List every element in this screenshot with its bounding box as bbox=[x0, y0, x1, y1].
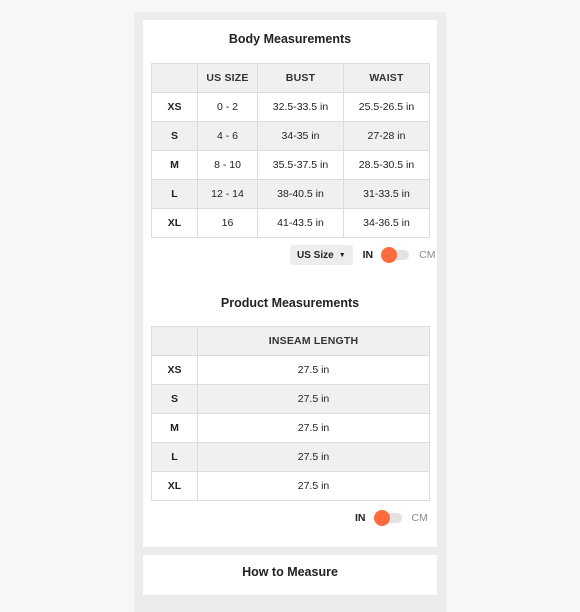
body-measurements-title: Body Measurements bbox=[228, 32, 352, 46]
table-header-row bbox=[152, 327, 430, 356]
size-chart-card bbox=[143, 20, 437, 547]
table-cell: 27.5 in bbox=[198, 472, 430, 501]
unit-toggle[interactable] bbox=[381, 247, 411, 263]
size-cell: M bbox=[152, 414, 198, 443]
table-cell: 27.5 in bbox=[198, 414, 430, 443]
table-row bbox=[152, 356, 430, 385]
product-measurements-table bbox=[151, 326, 430, 501]
size-cell: XS bbox=[152, 93, 198, 122]
size-cell: L bbox=[152, 180, 198, 209]
caret-down-icon: ▼ bbox=[338, 251, 346, 259]
table-row bbox=[152, 472, 430, 501]
table-row bbox=[152, 93, 430, 122]
table-cell: 8 - 10 bbox=[198, 151, 258, 180]
unit-cm-label: CM bbox=[419, 249, 436, 261]
table-cell: 38-40.5 in bbox=[258, 180, 344, 209]
unit-cm-label: CM bbox=[411, 512, 428, 524]
product-measurements-title: Product Measurements bbox=[220, 296, 360, 310]
table-row bbox=[152, 122, 430, 151]
how-to-measure-card[interactable] bbox=[143, 555, 437, 595]
how-to-measure-title: How to Measure bbox=[242, 565, 338, 579]
header-cell bbox=[152, 64, 198, 93]
size-system-dropdown[interactable] bbox=[290, 245, 353, 265]
header-cell: INSEAM LENGTH bbox=[198, 327, 430, 356]
table-row bbox=[152, 385, 430, 414]
table-row bbox=[152, 151, 430, 180]
header-cell: WAIST bbox=[344, 64, 430, 93]
table-cell: 27.5 in bbox=[198, 443, 430, 472]
table-cell: 16 bbox=[198, 209, 258, 238]
table-row bbox=[152, 414, 430, 443]
table-cell: 32.5-33.5 in bbox=[258, 93, 344, 122]
body-measurements-controls bbox=[290, 245, 435, 265]
size-cell: S bbox=[152, 385, 198, 414]
table-cell: 34-36.5 in bbox=[344, 209, 430, 238]
header-cell bbox=[152, 327, 198, 356]
table-cell: 35.5-37.5 in bbox=[258, 151, 344, 180]
table-cell: 0 - 2 bbox=[198, 93, 258, 122]
size-system-label: US Size bbox=[297, 249, 334, 261]
size-cell: S bbox=[152, 122, 198, 151]
header-cell: BUST bbox=[258, 64, 344, 93]
table-cell: 31-33.5 in bbox=[344, 180, 430, 209]
table-cell: 4 - 6 bbox=[198, 122, 258, 151]
size-cell: XL bbox=[152, 209, 198, 238]
size-cell: L bbox=[152, 443, 198, 472]
table-header-row bbox=[152, 64, 430, 93]
size-cell: XL bbox=[152, 472, 198, 501]
table-cell: 27.5 in bbox=[198, 385, 430, 414]
product-measurements-controls bbox=[355, 510, 428, 526]
table-row bbox=[152, 180, 430, 209]
table-row bbox=[152, 443, 430, 472]
table-cell: 28.5-30.5 in bbox=[344, 151, 430, 180]
toggle-knob bbox=[381, 247, 397, 263]
unit-in-label: IN bbox=[355, 512, 366, 524]
table-cell: 34-35 in bbox=[258, 122, 344, 151]
header-cell: US SIZE bbox=[198, 64, 258, 93]
table-row bbox=[152, 209, 430, 238]
table-cell: 12 - 14 bbox=[198, 180, 258, 209]
table-cell: 25.5-26.5 in bbox=[344, 93, 430, 122]
size-cell: M bbox=[152, 151, 198, 180]
unit-toggle[interactable] bbox=[374, 510, 404, 526]
body-measurements-table bbox=[151, 63, 430, 238]
table-cell: 27.5 in bbox=[198, 356, 430, 385]
size-cell: XS bbox=[152, 356, 198, 385]
toggle-knob bbox=[374, 510, 390, 526]
table-cell: 27-28 in bbox=[344, 122, 430, 151]
table-cell: 41-43.5 in bbox=[258, 209, 344, 238]
unit-in-label: IN bbox=[362, 249, 374, 261]
